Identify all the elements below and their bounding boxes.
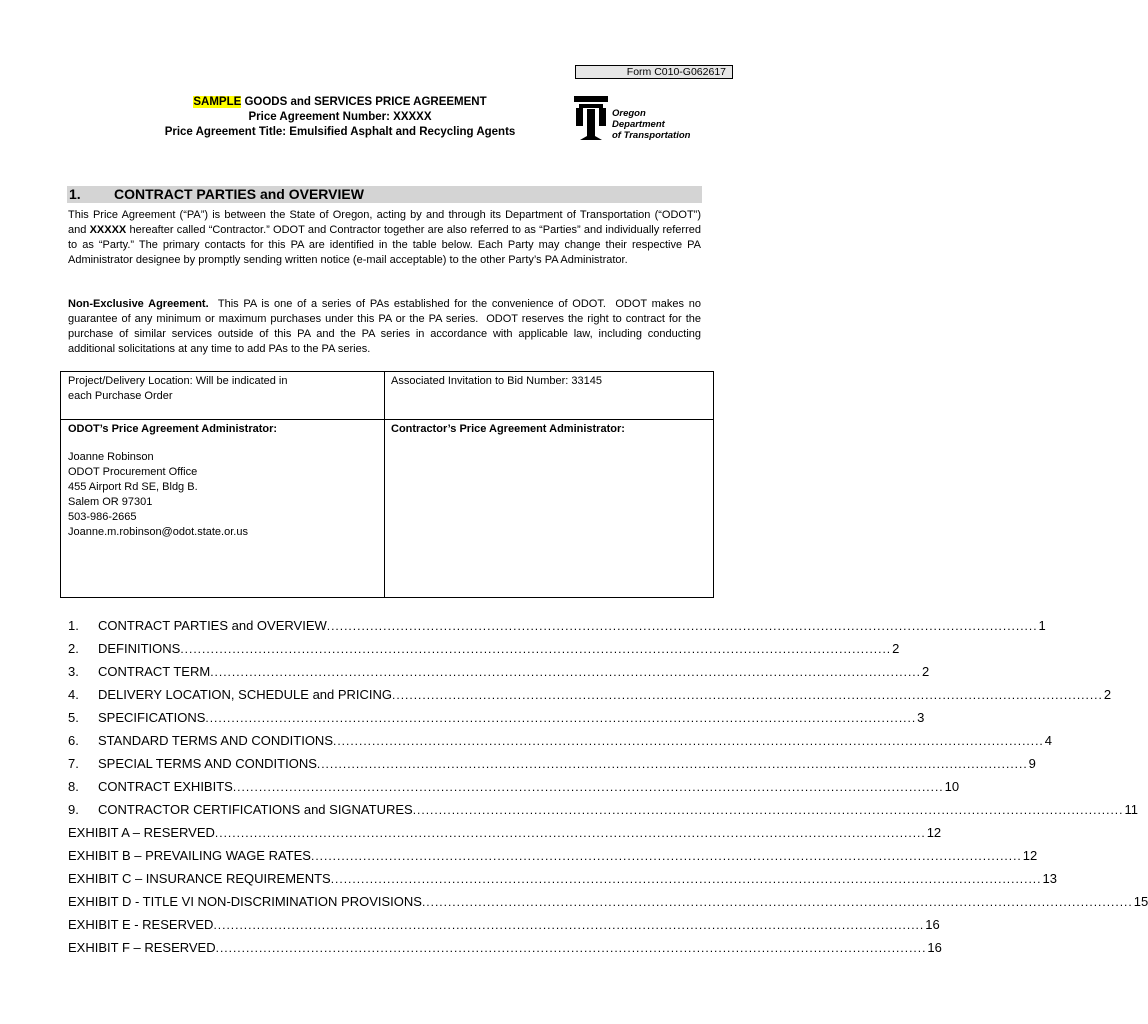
non-exclusive-paragraph: Non-Exclusive Agreement. This PA is one of a series of PAs established for the convenience of ODOT. ODOT makes no guarantee of any minimum or maximum purchases under this PA or the PA series. ODOT reserves the right to contract for the purchase of similar services outside of this PA and the PA series in accordance with applicable law, including conducting additional solicitations at any time to add PAs to the PA series. xyxy=(68,298,705,355)
delivery-location-cell: Project/Delivery Location: Will be indicated in each Purchase Order xyxy=(68,375,288,402)
toc-entry[interactable]: 8. CONTRACT EXHIBITS .................................................................................................................................................................... 10 xyxy=(68,779,960,794)
toc-exhibit-entry[interactable]: EXHIBIT C – INSURANCE REQUIREMENTS .................................................................................................................................................................... 13 xyxy=(68,871,1057,886)
logo-text: Oregon Department of Transportation xyxy=(612,108,691,141)
odot-contact-block xyxy=(68,450,248,540)
toc-entry[interactable]: 9. CONTRACTOR CERTIFICATIONS and SIGNATURES .................................................................................................................................................................... 11 xyxy=(68,802,1138,817)
toc-exhibit-entry[interactable]: EXHIBIT E - RESERVED .................................................................................................................................................................... 16 xyxy=(68,917,940,932)
toc-exhibit-entry[interactable]: EXHIBIT F – RESERVED .................................................................................................................................................................... 16 xyxy=(68,940,942,955)
section-number: 1. xyxy=(69,186,81,202)
intro-paragraph: This Price Agreement (“PA”) is between the State of Oregon, acting by and through its Department of Transportation (“ODOT”) and XXXXX hereafter called “Contractor.” ODOT and Contractor together are also referred to as “Parties” and individually referred to as “Party.” The primary contacts for this PA are identified in the table below. Each Party may change their respective PA Administrator designee by promptly sending written notice (e-mail acceptable) to the other Party’s PA Administrator. xyxy=(68,209,701,266)
section-title: CONTRACT PARTIES and OVERVIEW xyxy=(114,186,364,202)
toc-exhibit-entry[interactable]: EXHIBIT A – RESERVED .................................................................................................................................................................... 12 xyxy=(68,825,942,840)
section-heading xyxy=(67,186,702,203)
itb-number-cell: Associated Invitation to Bid Number: 33145 xyxy=(391,375,602,387)
pa-title: Price Agreement Title: Emulsified Asphalt and Recycling Agents xyxy=(164,126,516,138)
contact-phone: 503-986-2665 xyxy=(68,511,137,523)
contact-address: 455 Airport Rd SE, Bldg B. xyxy=(68,481,198,493)
toc-entry[interactable]: 7. SPECIAL TERMS AND CONDITIONS .................................................................................................................................................................... 9 xyxy=(68,756,1036,771)
toc-entry[interactable]: 3. CONTRACT TERM .................................................................................................................................................................... 2 xyxy=(68,664,930,679)
toc-exhibit-entry[interactable]: EXHIBIT B – PREVAILING WAGE RATES .................................................................................................................................................................... 12 xyxy=(68,848,1038,863)
toc-entry[interactable]: 4. DELIVERY LOCATION, SCHEDULE and PRICING .................................................................................................................................................................... 2 xyxy=(68,687,1112,702)
sample-highlight: SAMPLE xyxy=(193,96,242,108)
contact-name: Joanne Robinson xyxy=(68,451,154,463)
toc-exhibit-entry[interactable]: EXHIBIT D - TITLE VI NON-DISCRIMINATION PROVISIONS .................................................................................................................................................................... 15 xyxy=(68,894,1148,909)
contacts-table xyxy=(60,371,714,598)
contractor-admin-heading: Contractor’s Price Agreement Administrator: xyxy=(391,423,625,435)
document-header xyxy=(60,95,620,140)
table-divider xyxy=(61,419,713,420)
toc-entry[interactable]: 5. SPECIFICATIONS .................................................................................................................................................................... 3 xyxy=(68,710,925,725)
contact-office: ODOT Procurement Office xyxy=(68,466,198,478)
odot-admin-heading: ODOT’s Price Agreement Administrator: xyxy=(68,423,278,435)
contact-email: Joanne.m.robinson@odot.state.or.us xyxy=(68,526,248,538)
contact-city: Salem OR 97301 xyxy=(68,496,153,508)
toc-entry[interactable]: 2. DEFINITIONS .................................................................................................................................................................... 2 xyxy=(68,641,900,656)
pa-number: Price Agreement Number: XXXXX xyxy=(248,111,432,123)
agreement-title: SAMPLE GOODS and SERVICES PRICE AGREEMENT xyxy=(193,96,487,108)
toc-entry[interactable]: 1. CONTRACT PARTIES and OVERVIEW .................................................................................................................................................................... 1 xyxy=(68,618,1046,633)
toc-entry[interactable]: 6. STANDARD TERMS AND CONDITIONS .................................................................................................................................................................... 4 xyxy=(68,733,1052,748)
form-id: Form C010-G062617 xyxy=(575,65,733,79)
table-divider xyxy=(384,372,385,597)
